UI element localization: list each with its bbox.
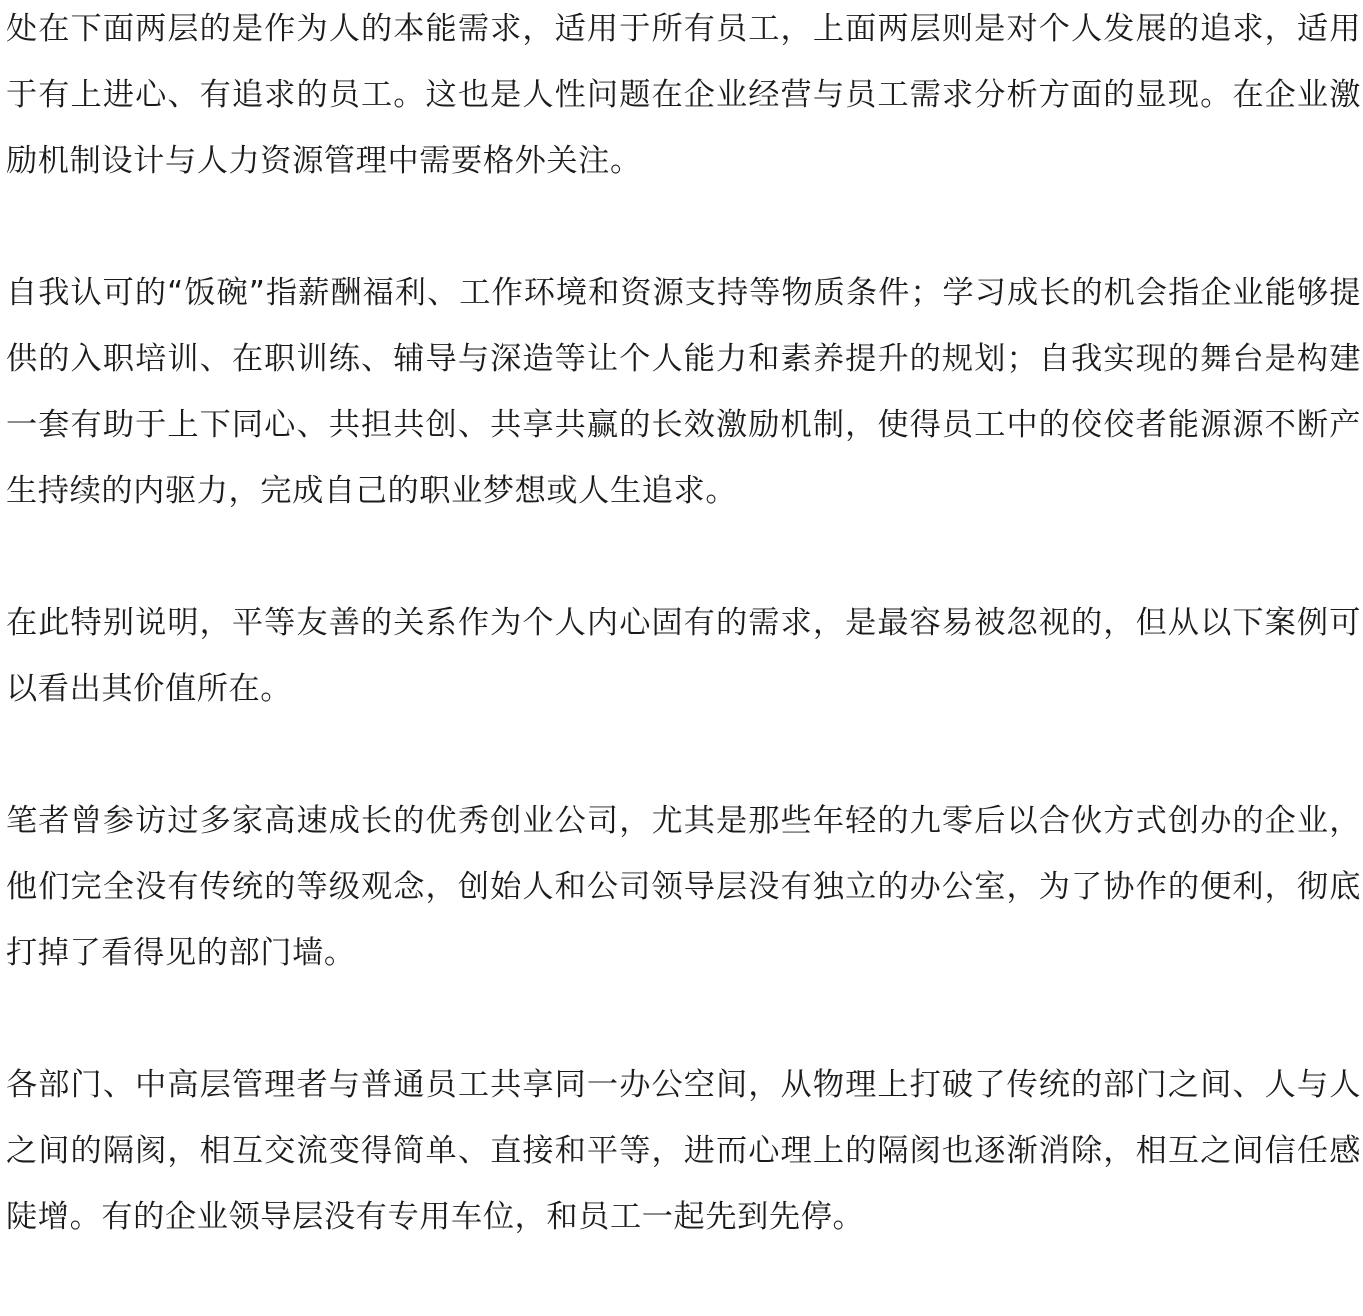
paragraph-needs-levels: 处在下面两层的是作为人的本能需求，适用于所有员工，上面两层则是对个人发展的追求，适用于有上进心、有追求的员工。这也是人性问题在企业经营与员工需求分析方面的显现。在企业激励机制设计与人力资源管理中需要格外关注。 — [6, 11, 1361, 179]
article-body — [6, 0, 1361, 1316]
paragraph-equal-relations: 在此特别说明，平等友善的关系作为个人内心固有的需求，是最容易被忽视的，但从以下案例可以看出其价值所在。 — [6, 605, 1361, 707]
paragraph-definitions: 自我认可的“饭碗”指薪酬福利、工作环境和资源支持等物质条件；学习成长的机会指企业能够提供的入职培训、在职训练、辅导与深造等让个人能力和素养提升的规划；自我实现的舞台是构建一套有助于上下同心、共担共创、共享共赢的长效激励机制，使得员工中的佼佼者能源源不断产生持续的内驱力，完成自己的职业梦想或人生追求。 — [6, 275, 1361, 509]
paragraph-shared-office: 各部门、中高层管理者与普通员工共享同一办公空间，从物理上打破了传统的部门之间、人与人之间的隔阂，相互交流变得简单、直接和平等，进而心理上的隔阂也逐渐消除，相互之间信任感陡增。有的企业领导层没有专用车位，和员工一起先到先停。 — [6, 1067, 1361, 1235]
paragraph-startup-visits: 笔者曾参访过多家高速成长的优秀创业公司，尤其是那些年轻的九零后以合伙方式创办的企业，他们完全没有传统的等级观念，创始人和公司领导层没有独立的办公室，为了协作的便利，彻底打掉了看得见的部门墙。 — [6, 803, 1361, 971]
